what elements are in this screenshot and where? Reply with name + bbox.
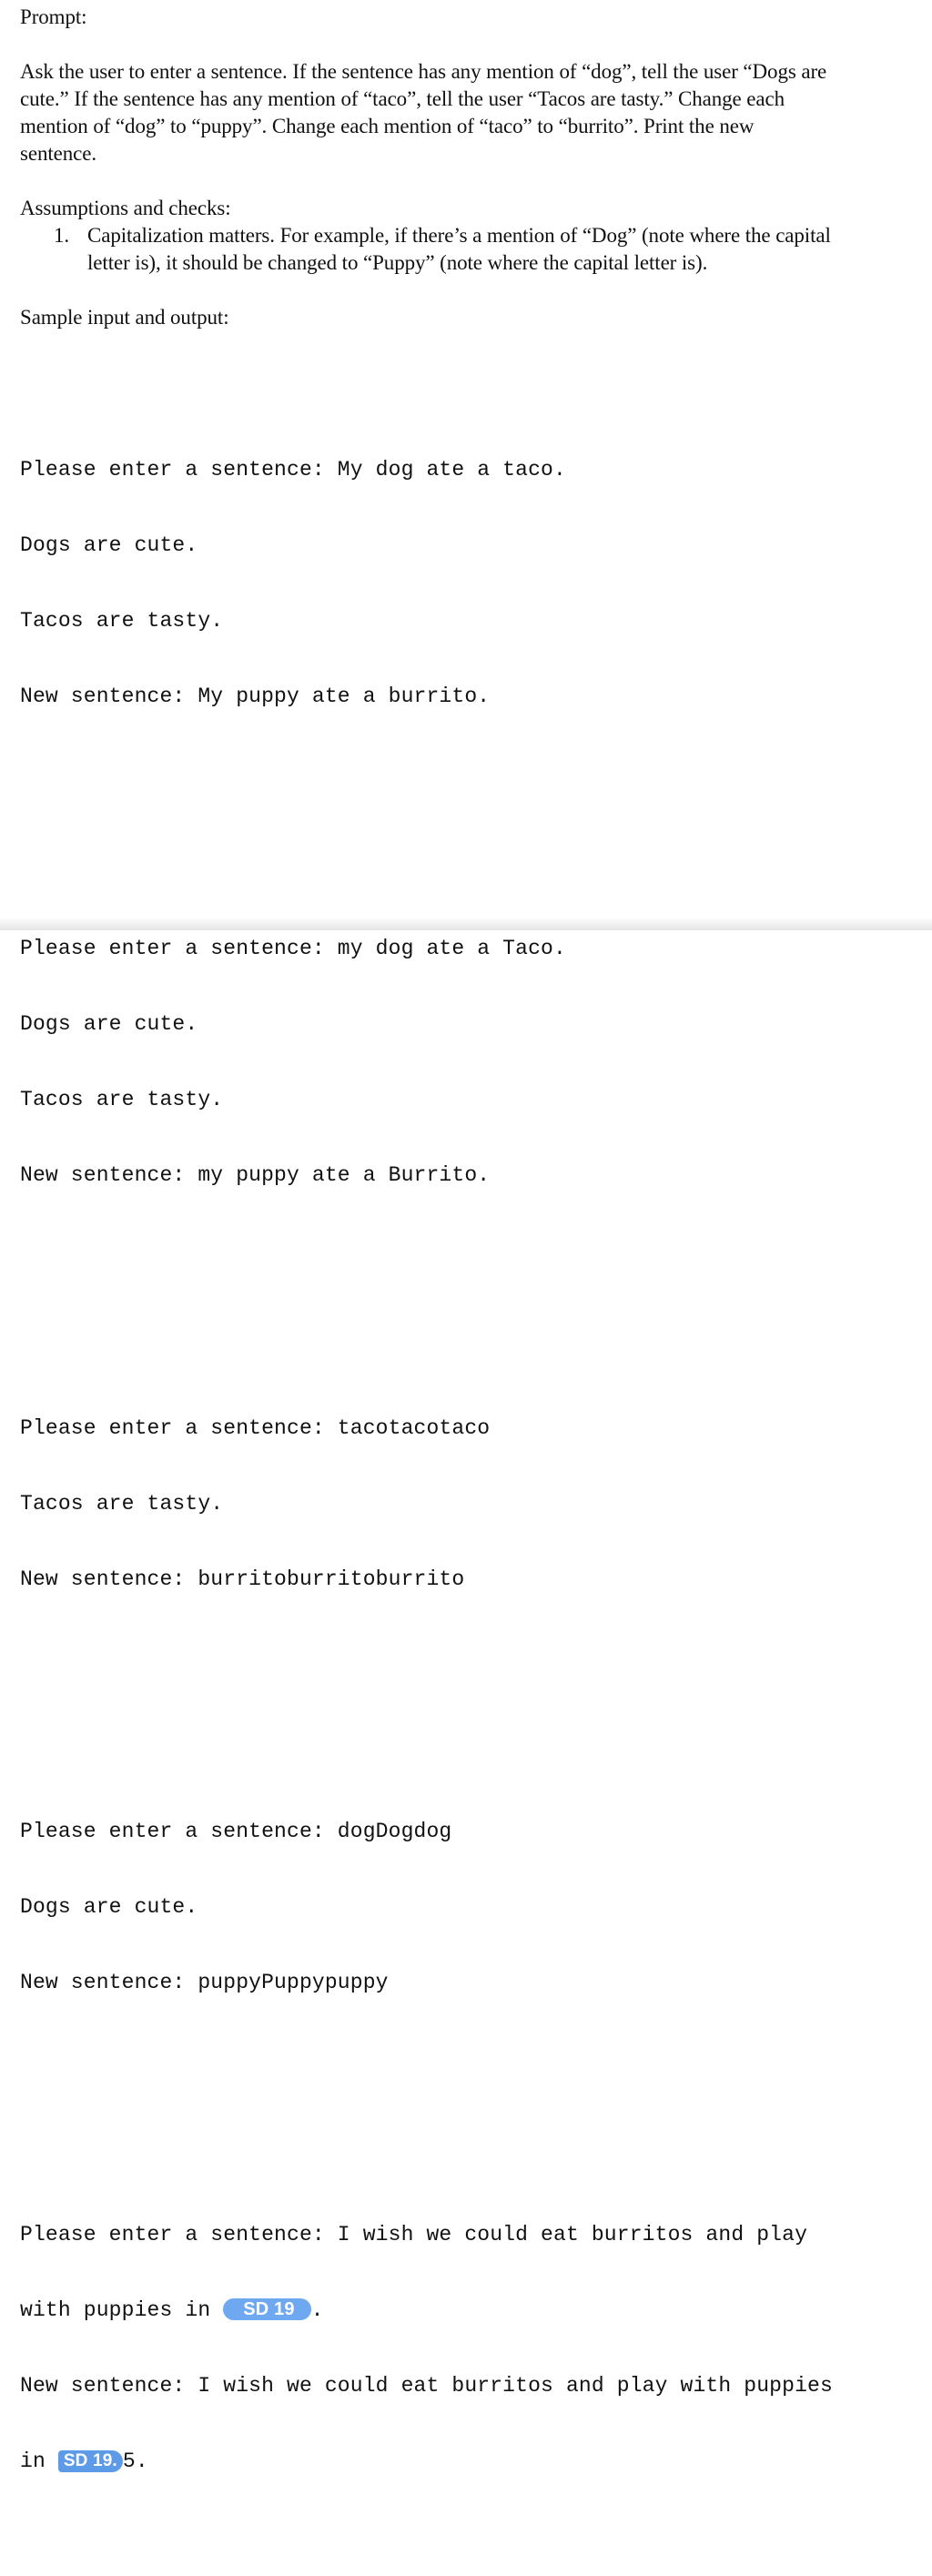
redaction-mark: SD 19 xyxy=(223,2298,310,2320)
sample-line: New sentence: puppyPuppypuppy xyxy=(20,1970,389,1994)
sample-line xyxy=(20,2449,912,2475)
spacer xyxy=(20,277,912,304)
prompt-heading: Prompt: xyxy=(20,5,87,28)
bottom-fade xyxy=(0,918,932,930)
spacer xyxy=(20,1693,912,1719)
sample-line: Please enter a sentence: my dog ate a Taco. xyxy=(20,937,566,961)
sample-line: New sentence: My puppy ate a burrito. xyxy=(20,685,491,709)
sample-block xyxy=(20,1365,912,1643)
sample-line: Dogs are cute. xyxy=(20,532,198,557)
sample-line: New sentence: my puppy ate a Burrito. xyxy=(20,1163,491,1188)
redaction-mark: SD 19. xyxy=(58,2450,123,2472)
assumption-item xyxy=(54,222,912,277)
prompt-line: mention of “dog” to “puppy”. Change each mention of “taco” to “burrito”. Print the new xyxy=(20,115,755,137)
sample-line: New sentence: I wish we could eat burritos and play with puppies xyxy=(20,2374,833,2399)
sample-block-last xyxy=(20,2173,912,2526)
assumption-number: 1. xyxy=(54,224,70,247)
assumptions-list xyxy=(20,222,912,277)
spacer xyxy=(20,331,912,357)
sample-output xyxy=(20,357,912,2576)
spacer xyxy=(20,31,912,58)
samples-heading: Sample input and output: xyxy=(20,306,229,329)
spacer xyxy=(20,1290,912,1315)
line-suffix: . xyxy=(135,2449,148,2474)
line-prefix: with puppies in xyxy=(20,2298,224,2323)
sample-block xyxy=(20,1769,912,2046)
assumptions-heading: Assumptions and checks: xyxy=(20,197,231,219)
assumption-text-line: Capitalization matters. For example, if there’s a mention of “Dog” (note where the capital xyxy=(87,224,831,247)
sample-line: Dogs are cute. xyxy=(20,1012,198,1037)
prompt-line: cute.” If the sentence has any mention of “taco”, tell the user “Tacos are tasty.” Change each xyxy=(20,87,785,110)
sample-block xyxy=(20,887,912,1240)
sample-line: Tacos are tasty. xyxy=(20,1088,224,1112)
sample-line: Tacos are tasty. xyxy=(20,1491,224,1516)
spacer xyxy=(20,2096,912,2122)
sample-line xyxy=(20,2298,912,2324)
line-tail: 5 xyxy=(122,2449,136,2474)
sample-line: Please enter a sentence: dogDogdog xyxy=(20,1819,452,1843)
line-suffix: . xyxy=(310,2298,324,2323)
sample-line: New sentence: burritoburritoburrito xyxy=(20,1567,465,1591)
prompt-line: sentence. xyxy=(20,142,97,165)
prompt-paragraph xyxy=(20,58,912,167)
sample-block xyxy=(20,407,912,760)
spacer xyxy=(20,167,912,195)
sample-line: Tacos are tasty. xyxy=(20,609,224,634)
assumption-text-line: letter is), it should be changed to “Puppy” (note where the capital letter is). xyxy=(87,251,708,274)
sample-line: Please enter a sentence: tacotacotaco xyxy=(20,1415,491,1440)
spacer xyxy=(20,811,912,837)
line-prefix: in xyxy=(20,2449,58,2474)
prompt-line: Ask the user to enter a sentence. If the sentence has any mention of “dog”, tell the user “Dogs are xyxy=(20,60,827,83)
sample-line: Dogs are cute. xyxy=(20,1894,198,1919)
sample-line: Please enter a sentence: I wish we could eat burritos and play xyxy=(20,2222,808,2246)
sample-line: Please enter a sentence: My dog ate a taco. xyxy=(20,457,566,482)
